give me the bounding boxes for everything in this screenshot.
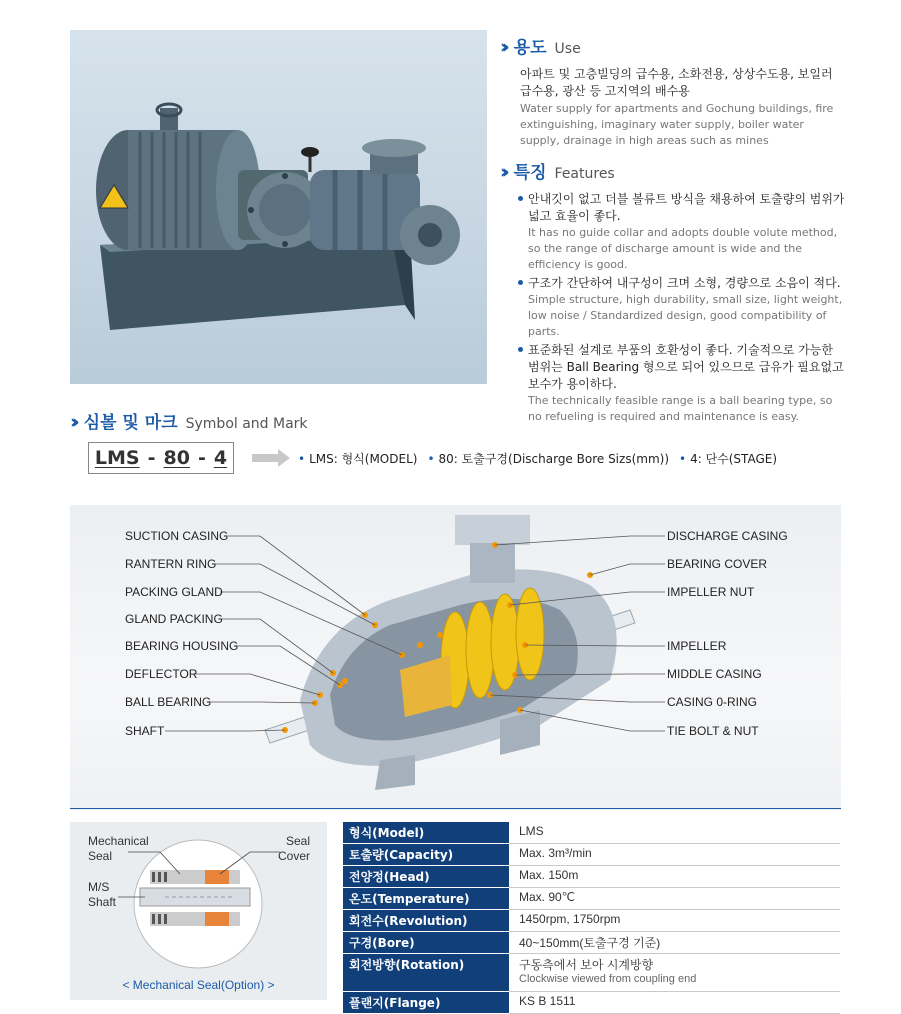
- features-title-ko: 특징: [513, 163, 547, 183]
- symbol-legend: [298, 450, 777, 467]
- part-label-right: TIE BOLT & NUT: [667, 724, 759, 738]
- arrow-right-icon: [252, 449, 292, 467]
- table-row: [343, 822, 840, 844]
- table-row: [343, 844, 840, 866]
- table-row: [343, 866, 840, 888]
- bullet-icon: [518, 196, 523, 201]
- feature-text-ko: 표준화된 설계로 부품의 호환성이 좋다. 기술적으로 가능한 범위는 Ball Bearing 형으로 되어 있으므로 급유가 필요없고 보수가 용이하다.: [528, 343, 844, 391]
- table-row: [343, 992, 840, 1014]
- spec-value: LMS: [509, 822, 840, 844]
- code-bore: 80: [163, 447, 190, 469]
- cross-section-diagram: [70, 505, 841, 810]
- code-dash: -: [147, 447, 156, 469]
- part-label-right: IMPELLER: [667, 639, 727, 653]
- part-label-left: PACKING GLAND: [125, 585, 223, 599]
- feature-text-en: The technically feasible range is a ball bearing type, so no refueling is required and maintenance is easy.: [528, 394, 833, 423]
- pump-photo: [70, 30, 487, 384]
- legend-bore: • 80: 토출구경(Discharge Bore Sizs(mm)): [427, 450, 669, 467]
- table-row: [343, 932, 840, 954]
- part-label-left: SHAFT: [125, 724, 165, 738]
- seal-caption: < Mechanical Seal(Option) >: [122, 978, 275, 992]
- features-section: [500, 158, 845, 427]
- pump-cutaway: [70, 505, 841, 810]
- part-label-right: CASING 0-RING: [667, 695, 758, 709]
- feature-text-en: It has no guide collar and adopts double volute method, so the range of discharge amount is wide and the efficiency is good.: [528, 226, 838, 271]
- feature-item: [516, 342, 845, 425]
- code-dash: -: [197, 447, 206, 469]
- use-text-en: Water supply for apartments and Gochung buildings, fire extinguishing, imaginary water supply, boiler water supply, drainage in high areas such as mines: [520, 102, 834, 147]
- chevron-right-icon: ››: [70, 411, 74, 433]
- ms-shaft-label: M/S Shaft: [88, 880, 117, 909]
- feature-text-en: Simple structure, high durability, small size, light weight, low noise / Standardized design, good compatibility of parts.: [528, 293, 843, 338]
- spec-key: 회전수(Revolution): [343, 910, 509, 932]
- part-label-left: GLAND PACKING: [125, 612, 223, 626]
- part-label-right: BEARING COVER: [667, 557, 768, 571]
- seal-cover-label: Seal Cover: [278, 834, 311, 863]
- spec-key: 형식(Model): [343, 822, 509, 844]
- table-row: [343, 910, 840, 932]
- use-title-ko: 용도: [513, 38, 547, 58]
- feature-item: [516, 191, 845, 273]
- part-label-left: SUCTION CASING: [125, 529, 229, 543]
- features-title-en: Features: [554, 166, 615, 182]
- chevron-right-icon: ››: [500, 36, 504, 58]
- spec-table: [343, 822, 840, 1014]
- spec-key: 플랜지(Flange): [343, 992, 509, 1014]
- feature-text-ko: 구조가 간단하여 내구성이 크며 소형, 경량으로 소음이 적다.: [528, 276, 841, 290]
- table-row: [343, 888, 840, 910]
- part-label-left: BEARING HOUSING: [125, 639, 239, 653]
- spec-key: 온도(Temperature): [343, 888, 509, 910]
- use-title-en: Use: [554, 41, 581, 57]
- part-label-left: RANTERN RING: [125, 557, 217, 571]
- part-label-left: BALL BEARING: [125, 695, 212, 709]
- table-row: [343, 954, 840, 992]
- spec-value: 구동측에서 보아 시계방향: [519, 958, 654, 972]
- code-stage: 4: [213, 447, 228, 469]
- feature-item: [516, 275, 845, 340]
- spec-value: Max. 90℃: [509, 888, 840, 910]
- bullet-icon: [518, 347, 523, 352]
- symbol-title-ko: 심볼 및 마크: [83, 413, 178, 433]
- spec-value: Max. 3m³/min: [509, 844, 840, 866]
- symbol-heading: [70, 408, 308, 433]
- part-label-left: DEFLECTOR: [125, 667, 198, 681]
- spec-key: 회전방향(Rotation): [343, 954, 509, 992]
- spec-value: 40~150mm(토출구경 기준): [509, 932, 840, 954]
- symbol-code-box: [88, 442, 234, 474]
- section-divider: [70, 808, 841, 809]
- spec-value-sub: Clockwise viewed from coupling end: [519, 973, 697, 985]
- part-label-right: DISCHARGE CASING: [667, 529, 788, 543]
- part-label-right: IMPELLER NUT: [667, 585, 755, 599]
- spec-value: Max. 150m: [509, 866, 840, 888]
- code-model: LMS: [94, 447, 140, 469]
- features-heading: [500, 158, 845, 183]
- use-text-ko: 아파트 및 고층빌딩의 급수용, 소화전용, 상상수도용, 보일러 급수용, 광산 등 고지역의 배수용: [520, 67, 833, 98]
- spec-key: 전양정(Head): [343, 866, 509, 888]
- spec-value: KS B 1511: [509, 992, 840, 1014]
- chevron-right-icon: ››: [500, 161, 504, 183]
- mechanical-seal-panel: [70, 822, 327, 1000]
- part-label-right: MIDDLE CASING: [667, 667, 762, 681]
- pump-illustration: [70, 30, 487, 384]
- legend-model: • LMS: 형식(MODEL): [298, 450, 417, 467]
- spec-value-cell: [509, 954, 840, 992]
- spec-key: 토출량(Capacity): [343, 844, 509, 866]
- feature-text-ko: 안내깃이 없고 더블 볼류트 방식을 채용하여 토출량의 범위가 넓고 효율이 좋다.: [528, 192, 845, 223]
- use-heading: [500, 33, 840, 58]
- use-section: [500, 33, 840, 149]
- symbol-title-en: Symbol and Mark: [185, 416, 308, 432]
- legend-stage: • 4: 단수(STAGE): [679, 450, 777, 467]
- mechanical-seal-label: Mechanical Seal: [88, 834, 149, 863]
- spec-value: 1450rpm, 1750rpm: [509, 910, 840, 932]
- bullet-icon: [518, 280, 523, 285]
- spec-key: 구경(Bore): [343, 932, 509, 954]
